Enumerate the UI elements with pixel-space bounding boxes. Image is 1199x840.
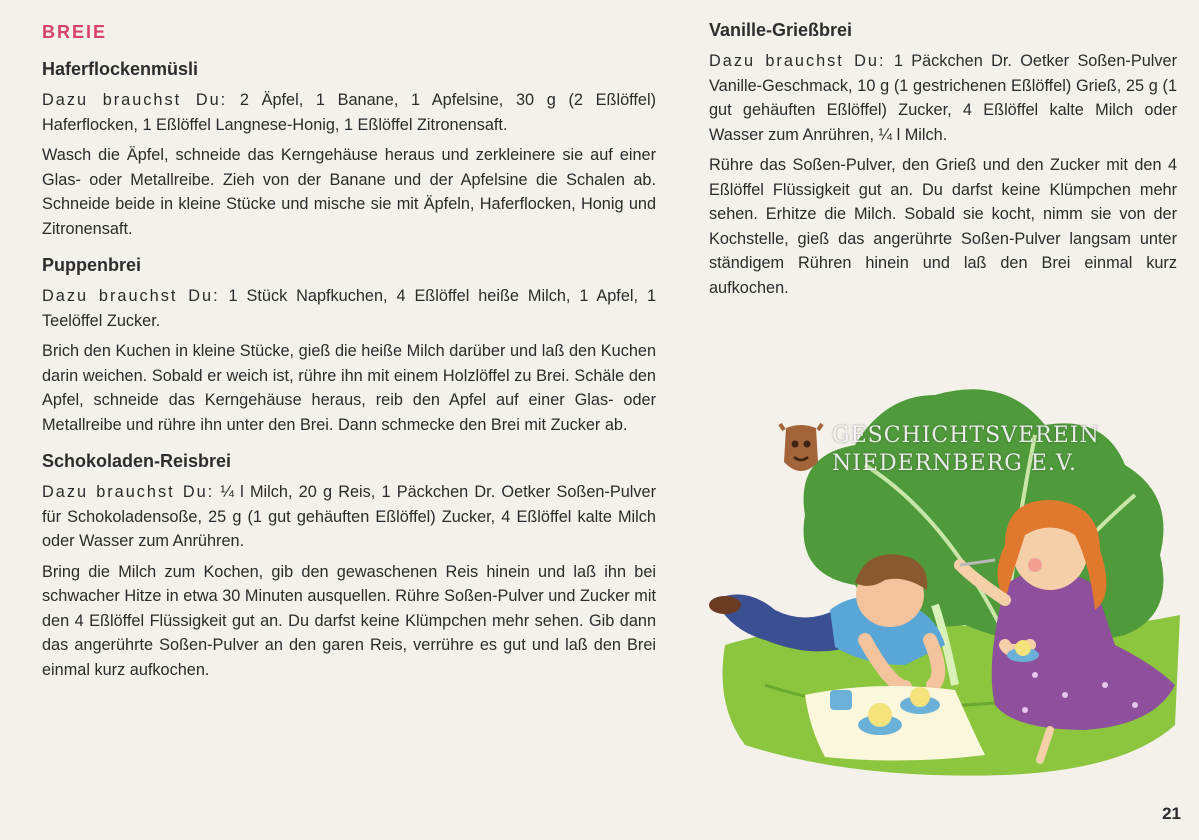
recipe-title: Vanille-Grießbrei [709,20,853,40]
recipe-puppenbrei [42,255,656,437]
ingredients-lead: Dazu brauchst Du: [42,287,220,305]
section-title: BREIE [42,22,108,42]
left-column [42,22,656,696]
recipe-ingredients [42,88,656,137]
recipe-instructions: Rühre das Soßen-Pulver, den Grieß und den Zucker mit den 4 Eßlöffel Flüssigkeit gut an. Du darfst keine Klümpchen mehr sehen. Erhitze die Milch. Sobald sie kocht, nimm sie von der Kochstelle, gieß das angerührte Soßen-Pulver langsam unter ständigem Rühren hinein und laß den Brei einmal kurz aufkochen. [709,156,1177,297]
children-picnic-illustration [705,385,1185,785]
ingredients-text: 2 Äpfel, 1 Banane, 1 Apfelsine, 30 g (2 Eßlöffel) Haferflocken, 1 Eßlöffel Langnese-Honig, 1 Eßlöffel Zitronensaft. [42,91,656,134]
recipe-schokoladen-reisbrei [42,451,656,682]
recipe-haferflockenmuesli [42,59,656,241]
ingredients-text: ¼ l Milch, 20 g Reis, 1 Päckchen Dr. Oetker Soßen-Pulver für Schokoladensoße, 25 g (1 gut gehäuften Eßlöffel) Zucker, 4 Eßlöffel kalte Milch oder Wasser zum Anrühren. [42,483,656,550]
page-number: 21 [1162,804,1181,823]
recipe-instructions: Brich den Kuchen in kleine Stücke, gieß die heiße Milch darüber und laß den Kuchen darin weichen. Sobald er weich ist, rühre ihn mit einem Holzlöffel zu Brei. Schäle den Apfel, schneide das Kerngehäuse heraus, reib den Apfel auf einer Glas- oder Metallreibe und rühre ihn unter den Brei. Dann schmecke den Brei mit Zucker ab. [42,342,656,434]
ingredients-text: 1 Päckchen Dr. Oetker Soßen-Pulver Vanille-Geschmack, 10 g (1 gestrichenen Eßlöffel) Grieß, 25 g (1 gut gehäuften Eßlöffel) Zucker, 4 Eßlöffel kalte Milch oder Wasser zum Anrühren, ¼ l Milch. [709,52,1177,144]
recipe-vanille-griessbrei [709,20,1177,300]
recipe-ingredients [42,284,656,333]
ingredients-lead: Dazu brauchst Du: [709,52,886,70]
ingredients-lead: Dazu brauchst Du: [42,91,228,109]
ingredients-lead: Dazu brauchst Du: [42,483,215,501]
recipe-title: Puppenbrei [42,255,142,275]
recipe-title: Haferflockenmüsli [42,59,199,79]
recipe-instructions: Wasch die Äpfel, schneide das Kerngehäuse heraus und zerkleinere sie auf einer Glas- oder Metallreibe. Zieh von der Banane und der Apfelsine die Schalen ab. Schneide beide in kleine Stücke und mische sie mit Äpfeln, Haferflocken, Honig und Zitronensaft. [42,146,656,238]
ingredients-text: 1 Stück Napfkuchen, 4 Eßlöffel heiße Milch, 1 Apfel, 1 Teelöffel Zucker. [42,287,656,330]
right-column [709,20,1177,314]
recipe-title: Schokoladen-Reisbrei [42,451,232,471]
recipe-ingredients [709,49,1177,147]
recipe-instructions: Bring die Milch zum Kochen, gib den gewaschenen Reis hinein und laß ihn bei schwacher Hitze in etwa 30 Minuten ausquellen. Rühre Soßen-Pulver und Zucker mit den 4 Eßlöffel Flüssigkeit gut an. Du darfst keine Klümpchen mehr sehen. Gib dann das angerührte Soßen-Pulver an den garen Reis, verrühre es gut und laß den Brei einmal kurz aufkochen. [42,562,656,679]
watermark-line-1: GESCHICHTSVEREIN [832,423,1100,448]
recipe-ingredients [42,480,656,554]
watermark-line-2: NIEDERNBERG E.V. [832,451,1077,476]
